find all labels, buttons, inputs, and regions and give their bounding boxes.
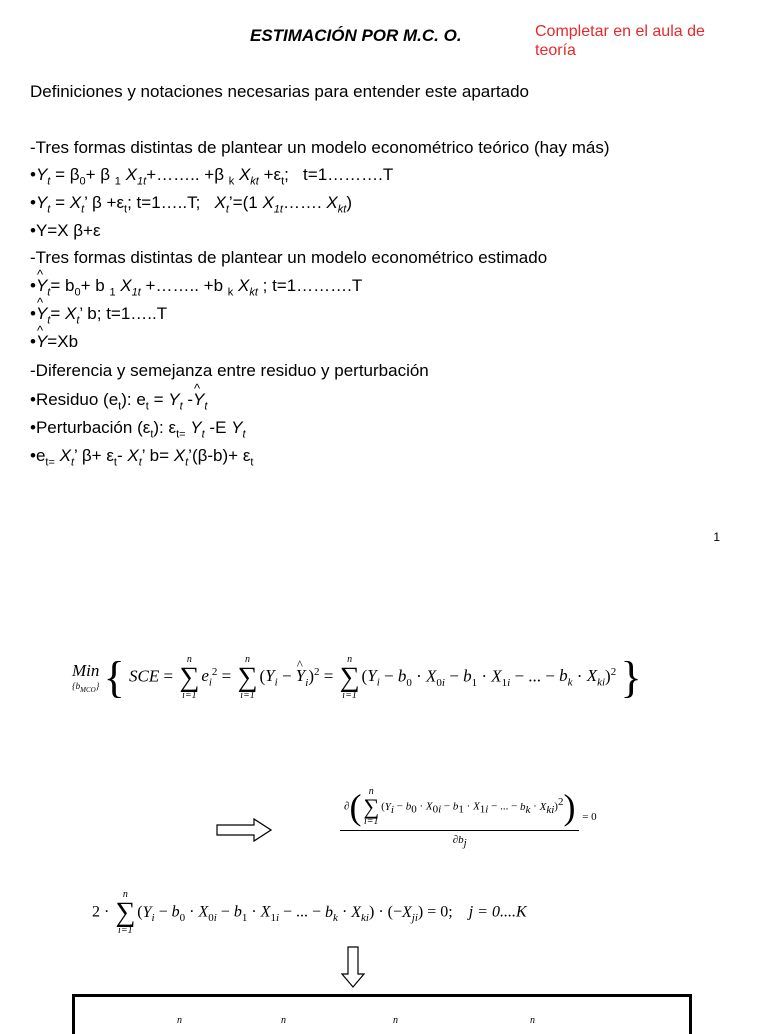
heading-estimated: -Tres formas distintas de plantear un modelo econométrico estimado	[30, 248, 548, 267]
min-label: Min	[72, 661, 100, 681]
sce-label: SCE	[129, 666, 160, 686]
foc-index: j = 0....K	[468, 903, 527, 921]
page-number: 1	[713, 530, 720, 544]
formula-theoretical-1: $•Y_t = \beta_0+ \beta$ $_1$ $X_{1t}+\dots\dots$.. +β $_k$ $X_{kt} +\varepsilon_t$; t=1……….T	[30, 165, 394, 188]
formula-residuo: •Residuo $(e_t)$: $e_t = Y_t$ -^ $Y_t$	[30, 390, 207, 412]
slide-title: ESTIMACIÓN POR M.C. O.	[250, 26, 462, 45]
partial-derivative: ∂( n ∑ i=1 ($Y_i - b_0 \cdot X_{0i} - b_1 \cdot X_{1i}$ − ... − $b_k \cdot X_{ki})^2$) $\partial b_j$ = 0	[340, 786, 597, 849]
formula-estimated-1: •^ $Y_t= b_0+ b$ $_1$ $X_{1t}$ +…….. +b $_k$ $X_{kt}$ ; t=1……….T	[30, 276, 362, 298]
formula-theoretical-2: $•Y_t = X_t$’ $\beta +\varepsilon_t$; t=1…..T; $X_t’=(1$ $X_{1t}\dots\dots$. $X_{kt}$)	[30, 193, 352, 216]
arrow-down-icon	[341, 946, 365, 988]
formula-error-relation: $•e_{t=}$ $X_t$’ $\beta+ \varepsilon_t-$ $X_t$’ $b= X_t’(\beta-b)+ \varepsilon_t$	[30, 446, 254, 469]
intro-text: Definiciones y notaciones necesarias para entender este apartado	[30, 82, 529, 101]
partial-denominator: ∂b	[452, 834, 464, 846]
heading-theoretical: -Tres formas distintas de plantear un modelo econométrico teórico (hay más)	[30, 138, 610, 157]
red-note: Completar en el aula de teoría	[535, 23, 705, 59]
formula-theoretical-3: •Y=X β+ε	[30, 221, 101, 240]
arrow-right-icon	[216, 818, 272, 842]
minimization-formula: Min $\{b_{MCO}\}$ { SCE = n ∑ i=1 $e_i^2$ = n ∑ i=1 ($Y_i$ − ^ $Y_i)^2$ = n ∑ i=1 ($Y_i - b_0 \cdot X_{0i} - b_1 \cdot X_{1i}$ − ... − $b_k \cdot X_{ki})^2$ }	[72, 652, 642, 703]
formula-estimated-2: •^ $Y_t= X_t$’ b; t=1…..T	[30, 304, 167, 326]
normal-equations-box: n n n n	[72, 994, 692, 1034]
residuo-label: •Residuo (e	[30, 390, 119, 409]
heading-residual: -Diferencia y semejanza entre residuo y perturbación	[30, 361, 429, 380]
perturbacion-label: •Perturbación (ε	[30, 418, 151, 437]
first-order-condition: 2 · n ∑ i=1 ($Y_i - b_0 \cdot X_{0i} - b_1 \cdot X_{1i}$ − ... − $b_k \cdot X_{ki}) \cdot (-X_{ji}) = 0$; j = 0....K	[92, 889, 527, 936]
formula-estimated-3: •^ Y=Xb	[30, 332, 78, 352]
equals-zero: = 0	[582, 811, 597, 824]
formula-perturbacion: •Perturbación $(\varepsilon_t)$: $\varepsilon_{t=}$ $Y_t$ -E $Y_t$	[30, 418, 246, 441]
